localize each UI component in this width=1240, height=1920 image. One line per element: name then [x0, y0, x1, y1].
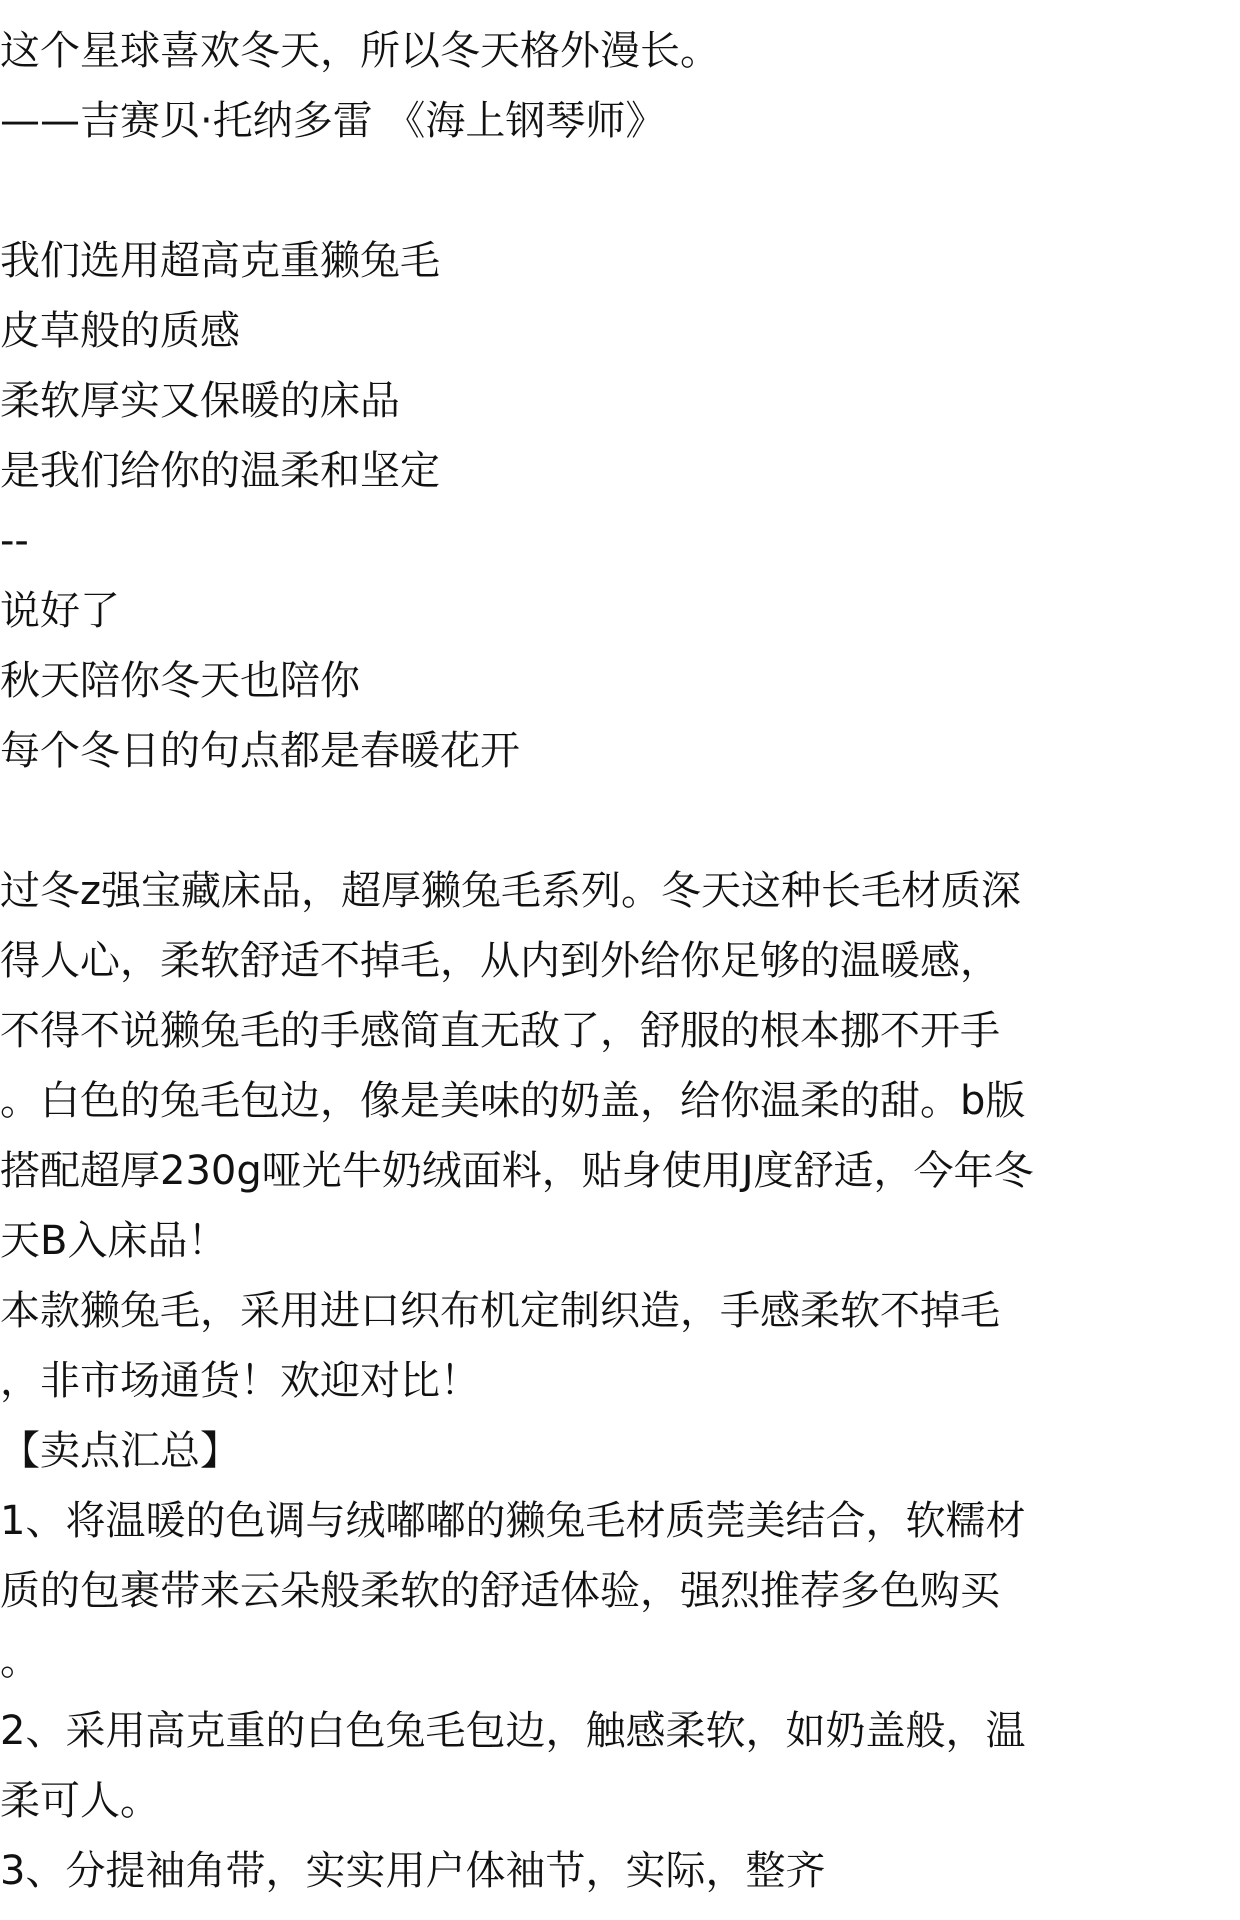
selling-point-line: 2、采用高克重的白色兔毛包边，触感柔软，如奶盖般，温	[0, 1708, 1026, 1754]
quote-line: 这个星球喜欢冬天，所以冬天格外漫长。	[0, 28, 720, 74]
description-line: 过冬z强宝藏床品，超厚獭兔毛系列。冬天这种长毛材质深	[0, 868, 1021, 914]
poem-line: 柔软厚实又保暖的床品	[0, 378, 400, 424]
section-heading: 【卖点汇总】	[0, 1428, 240, 1474]
quote-attribution: ——吉赛贝·托纳多雷 《海上钢琴师》	[0, 98, 666, 144]
poem-line: 秋天陪你冬天也陪你	[0, 658, 360, 704]
description-line: 不得不说獭兔毛的手感简直无敌了，舒服的根本挪不开手	[0, 1008, 1000, 1054]
spacer	[0, 156, 1240, 226]
selling-point-line: 柔可人。	[0, 1778, 160, 1824]
spacer	[0, 786, 1240, 856]
description-line: ，非市场通货！欢迎对比！	[0, 1358, 480, 1404]
poem-line: 是我们给你的温柔和坚定	[0, 448, 440, 494]
divider-text: --	[0, 518, 29, 564]
selling-point-line: 质的包裹带来云朵般柔软的舒适体验，强烈推荐多色购买	[0, 1568, 1000, 1614]
description-line: 本款獭兔毛，采用进口织布机定制织造，手感柔软不掉毛	[0, 1288, 1000, 1334]
selling-point-line: 1、将温暖的色调与绒嘟嘟的獭兔毛材质莞美结合，软糯材	[0, 1498, 1026, 1544]
selling-point-line: 。	[0, 1638, 40, 1684]
poem-line: 每个冬日的句点都是春暖花开	[0, 728, 520, 774]
poem-line: 说好了	[0, 588, 120, 634]
description-line: 天B入床品！	[0, 1218, 228, 1264]
poem-line: 皮草般的质感	[0, 308, 240, 354]
description-line: 搭配超厚230g哑光牛奶绒面料，贴身使用J度舒适，今年冬	[0, 1148, 1034, 1194]
description-line: 。白色的兔毛包边，像是美味的奶盖，给你温柔的甜。b版	[0, 1078, 1026, 1124]
description-line: 得人心，柔软舒适不掉毛，从内到外给你足够的温暖感，	[0, 938, 1000, 984]
selling-point-line: 3、分提袖角带，实实用户体袖节，实际，整齐	[0, 1848, 826, 1894]
poem-line: 我们选用超高克重獭兔毛	[0, 238, 440, 284]
